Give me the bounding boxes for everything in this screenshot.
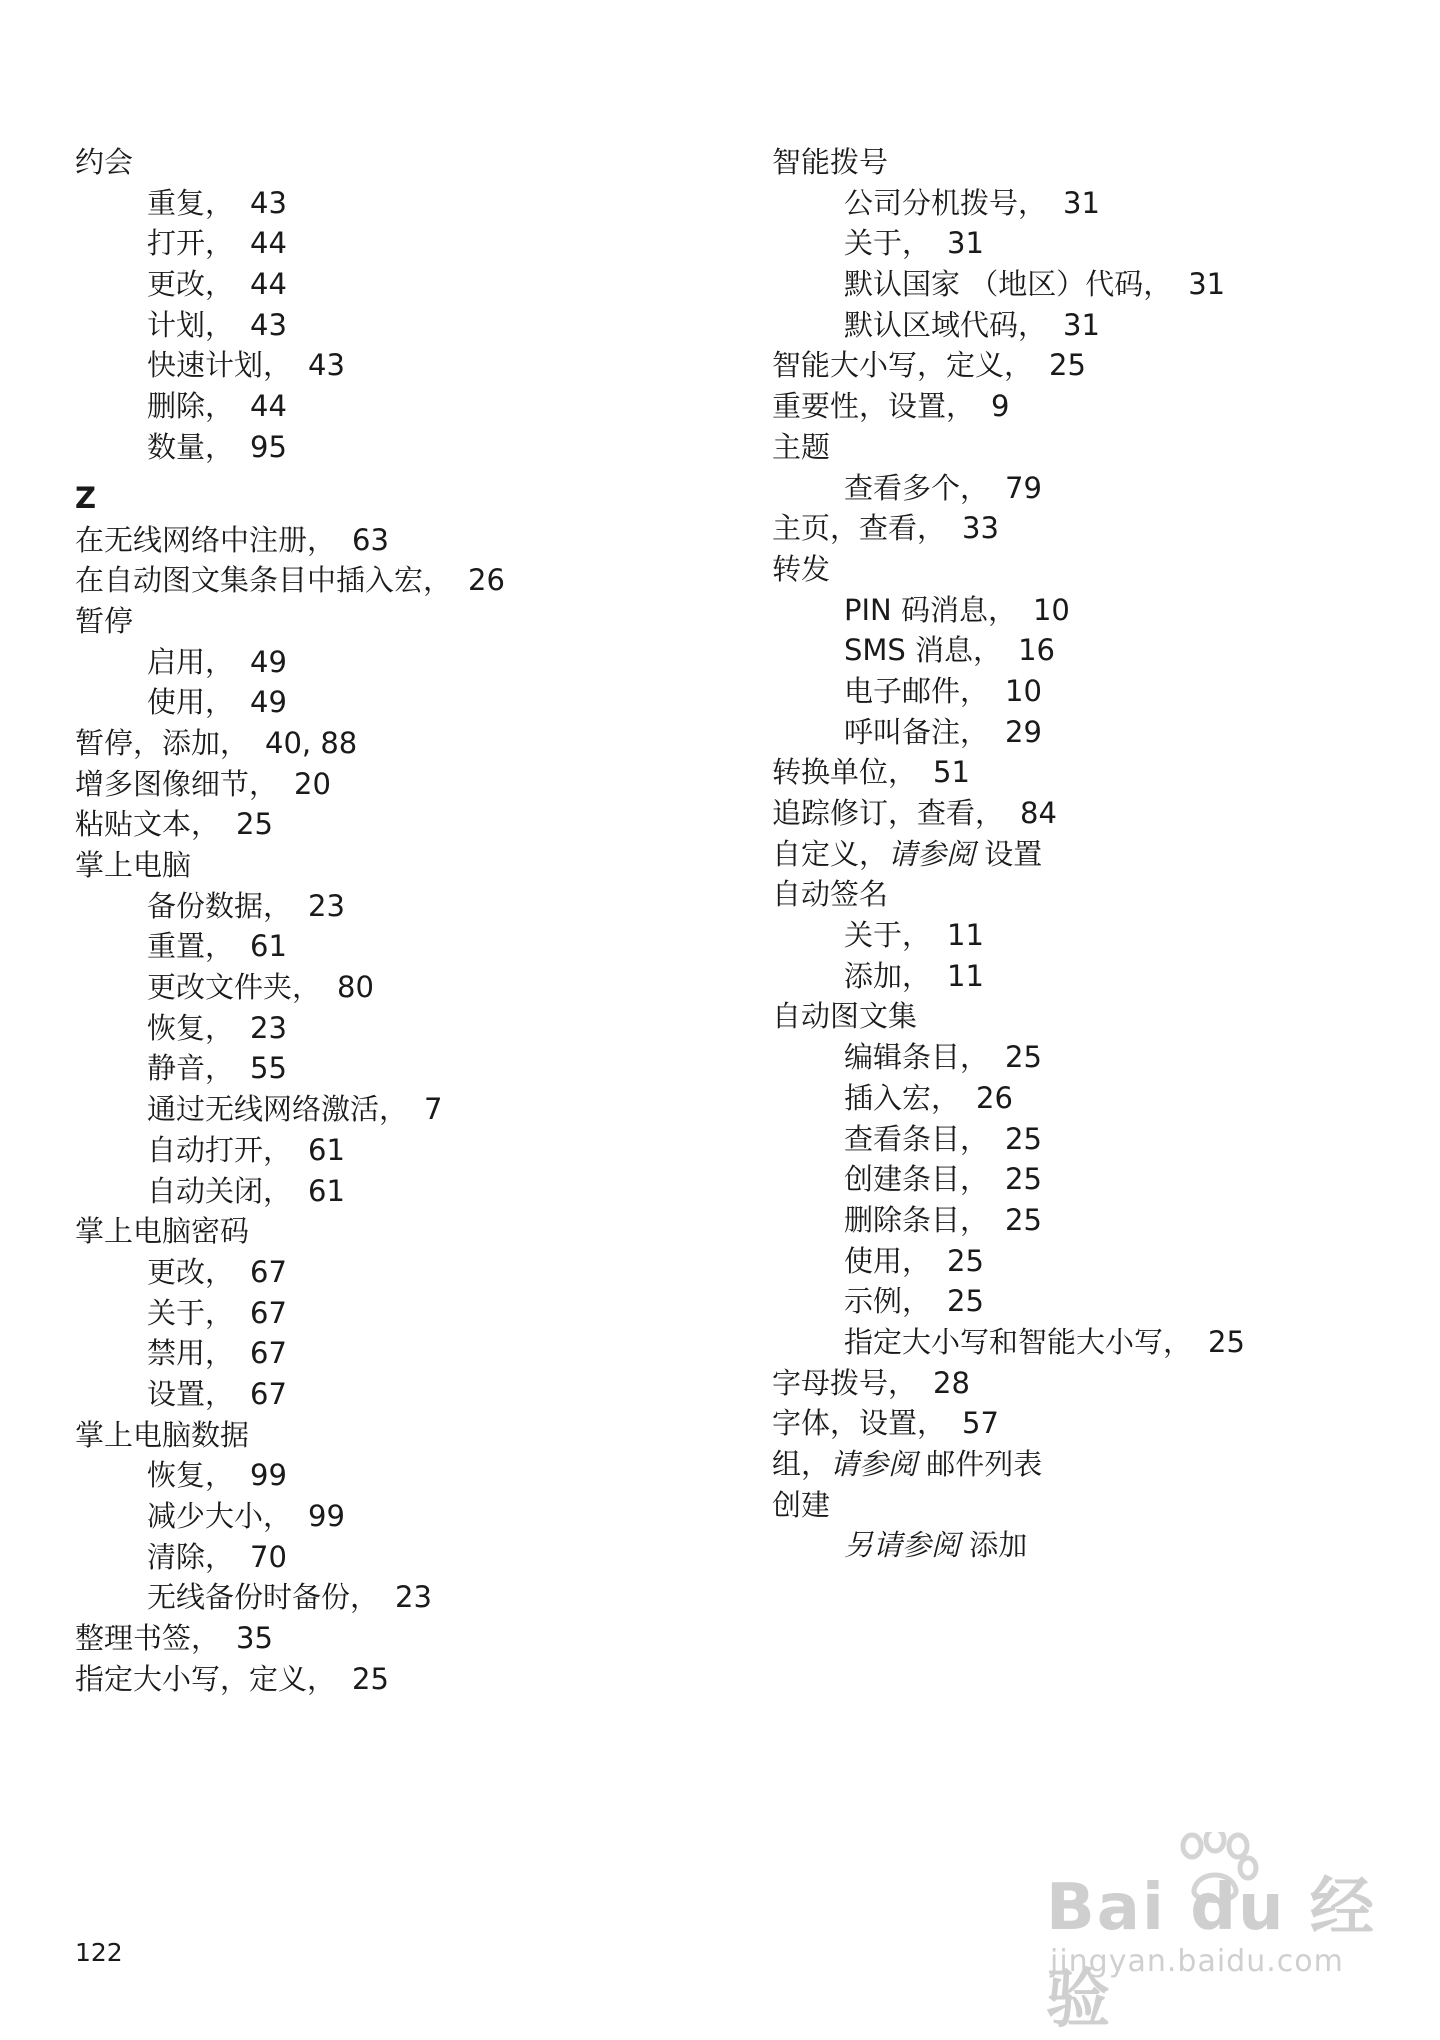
index-entry bbox=[772, 793, 1412, 834]
page-ref: 33 bbox=[962, 511, 999, 546]
index-entry bbox=[75, 560, 715, 601]
index-entry bbox=[772, 834, 1412, 875]
index-entry bbox=[75, 1415, 715, 1456]
index-entry bbox=[772, 1485, 1412, 1526]
page-ref: 67 bbox=[250, 1376, 287, 1411]
index-entry bbox=[772, 996, 1412, 1037]
entry-text: 自动图文集 bbox=[772, 999, 918, 1034]
page-ref: 31 bbox=[947, 226, 984, 261]
index-entry bbox=[772, 549, 1412, 590]
entry-text: 在自动图文集条目中插入宏， bbox=[75, 563, 453, 598]
see-also-label: 另请参阅 bbox=[844, 1528, 961, 1563]
entry-text: 默认国家 （地区）代码， bbox=[844, 267, 1173, 302]
page-ref: 40, 88 bbox=[265, 725, 358, 760]
index-subentry bbox=[75, 345, 715, 386]
page-ref: 25 bbox=[1005, 1202, 1042, 1237]
index-subentry bbox=[75, 1374, 715, 1415]
entry-text: Z bbox=[75, 480, 97, 515]
page-ref: 61 bbox=[308, 1132, 345, 1167]
entry-text: 重置， bbox=[147, 929, 235, 964]
page-ref: 70 bbox=[250, 1539, 287, 1574]
entry-text: 约会 bbox=[75, 145, 134, 179]
entry-text: 掌上电脑数据 bbox=[75, 1417, 250, 1452]
page-ref: 43 bbox=[250, 185, 287, 220]
index-subentry bbox=[75, 1537, 715, 1578]
index-subentry bbox=[75, 1293, 715, 1334]
index-entry bbox=[772, 752, 1412, 793]
entry-text: 快速计划， bbox=[147, 348, 293, 383]
page-ref: 26 bbox=[468, 563, 505, 598]
page-ref: 51 bbox=[933, 755, 970, 790]
index-subentry bbox=[772, 1322, 1412, 1363]
index-subentry bbox=[75, 967, 715, 1008]
entry-text: 插入宏， bbox=[844, 1080, 961, 1115]
page-ref: 11 bbox=[947, 918, 984, 953]
index-subentry bbox=[772, 671, 1412, 712]
see-also-target: 设置 bbox=[984, 836, 1043, 871]
index-subentry bbox=[75, 1577, 715, 1618]
entry-text: 关于， bbox=[844, 918, 932, 953]
index-column-right bbox=[772, 142, 1412, 1566]
page-ref: 55 bbox=[250, 1051, 287, 1086]
index-subentry bbox=[75, 1130, 715, 1171]
entry-text: 自定义， bbox=[772, 836, 889, 871]
index-subentry bbox=[75, 1333, 715, 1374]
index-entry bbox=[75, 1211, 715, 1252]
entry-text: 字母拨号， bbox=[772, 1365, 918, 1400]
page-ref: 80 bbox=[337, 970, 374, 1005]
page-ref: 10 bbox=[1032, 592, 1070, 627]
index-subentry bbox=[75, 223, 715, 264]
page-ref: 57 bbox=[962, 1406, 999, 1441]
page-ref: 25 bbox=[1005, 1121, 1042, 1156]
entry-text: 删除条目， bbox=[844, 1202, 990, 1237]
index-entry bbox=[772, 1363, 1412, 1404]
page-ref: 44 bbox=[250, 267, 287, 302]
entry-text: 禁用， bbox=[147, 1336, 235, 1371]
index-subentry bbox=[75, 1496, 715, 1537]
index-subentry bbox=[772, 915, 1412, 956]
entry-text: 掌上电脑密码 bbox=[75, 1214, 250, 1249]
page-ref: 20 bbox=[294, 766, 331, 801]
page-ref: 61 bbox=[250, 929, 287, 964]
see-also-label: 请参阅 bbox=[830, 1447, 918, 1481]
entry-text: SMS 消息， bbox=[844, 633, 1003, 668]
index-entry bbox=[75, 764, 715, 805]
index-subentry bbox=[772, 956, 1412, 997]
entry-text: 转发 bbox=[772, 551, 831, 586]
page-ref: 61 bbox=[308, 1173, 345, 1208]
page-ref: 79 bbox=[1005, 470, 1042, 505]
entry-text: 增多图像细节， bbox=[75, 766, 279, 801]
entry-text: 恢复， bbox=[147, 1010, 235, 1045]
entry-text: 智能大小写，定义， bbox=[772, 348, 1034, 383]
page-ref: 25 bbox=[947, 1284, 984, 1319]
index-subentry bbox=[772, 1037, 1412, 1078]
entry-text: 打开， bbox=[147, 226, 235, 261]
page-ref: 7 bbox=[424, 1092, 443, 1127]
page-ref: 31 bbox=[1063, 307, 1100, 342]
see-also-target: 邮件列表 bbox=[926, 1447, 1043, 1481]
entry-text: 在无线网络中注册， bbox=[75, 522, 337, 557]
entry-text: 呼叫备注， bbox=[844, 714, 990, 749]
watermark-url: jingyan.baidu.com bbox=[1050, 1944, 1344, 1979]
index-entry bbox=[772, 1444, 1412, 1485]
entry-text: 默认区域代码， bbox=[844, 307, 1048, 342]
watermark-logo: Bai du 经验 bbox=[1046, 1871, 1376, 2037]
page-ref: 31 bbox=[1063, 185, 1100, 220]
page-ref: 23 bbox=[308, 888, 345, 923]
page-ref: 63 bbox=[352, 522, 389, 557]
page-ref: 25 bbox=[1208, 1324, 1245, 1359]
index-subentry bbox=[772, 223, 1412, 264]
entry-text: 备份数据， bbox=[147, 888, 293, 923]
page-ref: 10 bbox=[1005, 673, 1042, 708]
entry-text: 整理书签， bbox=[75, 1621, 221, 1656]
page-ref: 25 bbox=[1005, 1162, 1042, 1197]
entry-text: 使用， bbox=[844, 1243, 932, 1278]
page-ref: 49 bbox=[250, 644, 287, 679]
page-ref: 95 bbox=[250, 429, 287, 464]
entry-text: 更改， bbox=[147, 267, 235, 302]
page-ref: 26 bbox=[976, 1080, 1013, 1115]
page-ref: 67 bbox=[250, 1336, 287, 1371]
entry-text: 暂停 bbox=[75, 603, 134, 638]
page-ref: 25 bbox=[352, 1661, 389, 1696]
index-entry bbox=[75, 142, 715, 183]
entry-text: 指定大小写，定义， bbox=[75, 1661, 337, 1696]
page-ref: 44 bbox=[250, 226, 287, 261]
index-subentry bbox=[75, 926, 715, 967]
index-subentry bbox=[772, 1078, 1412, 1119]
index-subentry bbox=[772, 1241, 1412, 1282]
see-also-target: 添加 bbox=[969, 1528, 1028, 1563]
index-entry bbox=[75, 804, 715, 845]
index-entry bbox=[75, 1659, 715, 1700]
page-ref: 43 bbox=[250, 307, 287, 342]
entry-text: 主题 bbox=[772, 429, 831, 464]
baidu-jingyan-watermark bbox=[1046, 1832, 1386, 2037]
entry-text: 公司分机拨号， bbox=[844, 185, 1048, 220]
index-subentry bbox=[75, 886, 715, 927]
page-ref: 29 bbox=[1005, 714, 1042, 749]
entry-text: 粘贴文本， bbox=[75, 807, 221, 842]
entry-text: 查看条目， bbox=[844, 1121, 990, 1156]
entry-text: 示例， bbox=[844, 1284, 932, 1319]
page-ref: 84 bbox=[1020, 796, 1057, 830]
entry-text: 智能拨号 bbox=[772, 145, 889, 179]
entry-text: 编辑条目， bbox=[844, 1040, 990, 1075]
page-ref: 25 bbox=[236, 807, 273, 842]
entry-text: PIN 码消息， bbox=[844, 592, 1017, 627]
index-entry bbox=[75, 723, 715, 764]
page-ref: 99 bbox=[308, 1499, 345, 1533]
index-entry bbox=[75, 601, 715, 642]
index-subentry bbox=[75, 682, 715, 723]
index-subentry bbox=[772, 712, 1412, 753]
entry-text: 数量， bbox=[147, 429, 235, 464]
see-also-label: 请参阅 bbox=[888, 836, 976, 871]
index-entry bbox=[772, 874, 1412, 915]
entry-text: 通过无线网络激活， bbox=[147, 1092, 409, 1127]
page-ref: 16 bbox=[1018, 633, 1055, 668]
index-subentry bbox=[75, 183, 715, 224]
entry-text: 自动签名 bbox=[772, 877, 889, 912]
entry-text: 计划， bbox=[147, 307, 235, 342]
entry-text: 电子邮件， bbox=[844, 673, 990, 708]
page-ref: 23 bbox=[250, 1010, 287, 1045]
entry-text: 添加， bbox=[844, 958, 932, 993]
entry-text: 更改， bbox=[147, 1254, 235, 1289]
index-subentry bbox=[75, 1089, 715, 1130]
entry-text: 组， bbox=[772, 1447, 831, 1481]
entry-text: 启用， bbox=[147, 644, 235, 679]
index-subentry bbox=[75, 1455, 715, 1496]
page-ref: 67 bbox=[250, 1295, 287, 1330]
index-subentry bbox=[75, 1252, 715, 1293]
index-subentry bbox=[75, 427, 715, 468]
entry-text: 暂停，添加， bbox=[75, 725, 250, 760]
page-ref: 67 bbox=[250, 1254, 287, 1289]
entry-text: 掌上电脑 bbox=[75, 848, 192, 882]
index-subentry bbox=[772, 183, 1412, 224]
index-subentry bbox=[75, 386, 715, 427]
index-subentry bbox=[772, 1119, 1412, 1160]
entry-text: 无线备份时备份， bbox=[147, 1580, 380, 1615]
entry-text: 设置， bbox=[147, 1376, 235, 1411]
entry-text: 减少大小， bbox=[147, 1499, 293, 1533]
entry-text: 静音， bbox=[147, 1051, 235, 1086]
index-subentry bbox=[772, 305, 1412, 346]
index-entry bbox=[75, 845, 715, 886]
page-ref: 49 bbox=[250, 685, 287, 720]
index-entry bbox=[772, 345, 1412, 386]
entry-text: 自动关闭， bbox=[147, 1173, 293, 1208]
index-entry bbox=[772, 508, 1412, 549]
page-ref: 25 bbox=[1049, 348, 1086, 383]
index-entry bbox=[75, 1618, 715, 1659]
entry-text: 更改文件夹， bbox=[147, 970, 322, 1005]
entry-text: 追踪修订，查看， bbox=[772, 796, 1005, 830]
entry-text: 清除， bbox=[147, 1539, 235, 1574]
index-entry bbox=[772, 1403, 1412, 1444]
entry-text: 重复， bbox=[147, 185, 235, 220]
index-subentry bbox=[75, 1171, 715, 1212]
page-ref: 25 bbox=[1005, 1040, 1042, 1075]
index-subentry bbox=[772, 468, 1412, 509]
index-subentry bbox=[75, 264, 715, 305]
entry-text: 创建 bbox=[772, 1487, 831, 1522]
index-subentry bbox=[772, 1200, 1412, 1241]
index-subentry bbox=[772, 590, 1412, 631]
entry-text: 查看多个， bbox=[844, 470, 990, 505]
index-column-left bbox=[75, 142, 715, 1699]
entry-text: 关于， bbox=[844, 226, 932, 261]
page-ref: 9 bbox=[991, 389, 1010, 424]
page-ref: 99 bbox=[250, 1458, 287, 1493]
page-ref: 28 bbox=[933, 1365, 970, 1400]
page-ref: 31 bbox=[1188, 267, 1226, 302]
entry-text: 创建条目， bbox=[844, 1162, 990, 1197]
page-ref: 35 bbox=[236, 1621, 273, 1656]
entry-text: 字体，设置， bbox=[772, 1406, 947, 1441]
index-subentry bbox=[772, 630, 1412, 671]
index-subentry bbox=[75, 642, 715, 683]
index-subentry bbox=[772, 264, 1412, 305]
page-number: 122 bbox=[75, 1938, 123, 1967]
entry-text: 主页，查看， bbox=[772, 511, 947, 546]
entry-text: 转换单位， bbox=[772, 755, 918, 790]
index-entry bbox=[75, 520, 715, 561]
entry-text: 指定大小写和智能大小写， bbox=[844, 1324, 1193, 1359]
index-subentry bbox=[772, 1159, 1412, 1200]
page-ref: 43 bbox=[308, 348, 345, 383]
entry-text: 使用， bbox=[147, 685, 235, 720]
entry-text: 自动打开， bbox=[147, 1132, 293, 1167]
index-subentry bbox=[75, 305, 715, 346]
index-subentry bbox=[75, 1008, 715, 1049]
index-entry bbox=[772, 427, 1412, 468]
index-entry bbox=[772, 386, 1412, 427]
entry-text: 删除， bbox=[147, 389, 235, 424]
section-letter bbox=[75, 476, 715, 520]
page-ref: 11 bbox=[947, 958, 984, 993]
entry-text: 关于， bbox=[147, 1295, 235, 1330]
index-subentry bbox=[75, 1048, 715, 1089]
index-entry bbox=[772, 142, 1412, 183]
page-ref: 23 bbox=[395, 1580, 432, 1615]
entry-text: 重要性，设置， bbox=[772, 389, 976, 424]
page-ref: 44 bbox=[250, 389, 287, 424]
index-subentry bbox=[772, 1281, 1412, 1322]
index-subentry bbox=[772, 1525, 1412, 1566]
entry-text: 恢复， bbox=[147, 1458, 235, 1493]
page-ref: 25 bbox=[947, 1243, 984, 1278]
